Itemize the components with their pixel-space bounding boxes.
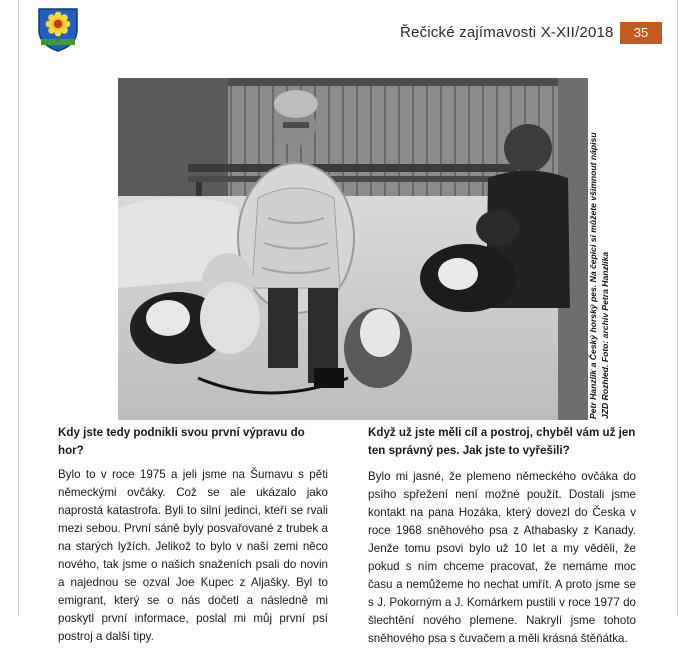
interview-question: Kdy jste tedy podnikli svou první výpravu do hor?: [58, 426, 305, 457]
interview-question: Když už jste měli cíl a postroj, chyběl vám už jen ten správný pes. Jak jste to vyřešili?: [368, 426, 636, 457]
page-edge-right: [677, 0, 678, 616]
page-edge-left: [18, 0, 19, 616]
municipal-crest-icon: [36, 6, 80, 52]
photo-caption: Petr Hanzlík a Český horský pes. Na čepici si můžete všimnout nápisu JZD Rozhled. Foto: archiv Petra Hanzlíka: [588, 132, 610, 419]
page-number-badge: 35: [620, 22, 662, 44]
article-column-left: [58, 424, 328, 646]
article-column-right: [368, 424, 636, 648]
interview-answer: Bylo mi jasné, že plemeno německého ovčáka do psího spřežení není možné použít. Dostali jsme kontakt na pana Hozáka, který dovezl do Česka v roce 1968 sněhového psa z Athabasky z Kanady. Jenže tomu psovi bylo už 10 let a my věděli, že pokud s ním chceme pracovat, že nemáme moc času a nemůžeme ho nechat umřít. A proto jsme se s J. Pokorným a J. Komárkem pustili v roce 1977 do šlechtění nového plemene. Nakrylí jsme tohoto sněhového psa s čuvačem a měli krásná štěňátka.: [368, 470, 636, 645]
article-photo: [118, 78, 588, 420]
magazine-title: Řečické zajímavosti X-XII/2018: [400, 24, 614, 41]
interview-answer: Bylo to v roce 1975 a jeli jsme na Šumavu s pěti německými ovčáky. Což se ale ukázalo jako naprostá katastrofa. Byli to silní jedinci, kteří se rvali mezi sebou. První sáně byly posvařované z trubek a na starých lyžích. Jelikož to bylo v naší zemi něco nového, tak jsme o našich snaženích psali do novin a najednou se ozval Joe Kupec z Aljašky. Byl to emigrant, který se o nás dočetl a následně mi poskytl první informace, poslal mi můj první psí postroj a další tipy.: [58, 468, 328, 643]
